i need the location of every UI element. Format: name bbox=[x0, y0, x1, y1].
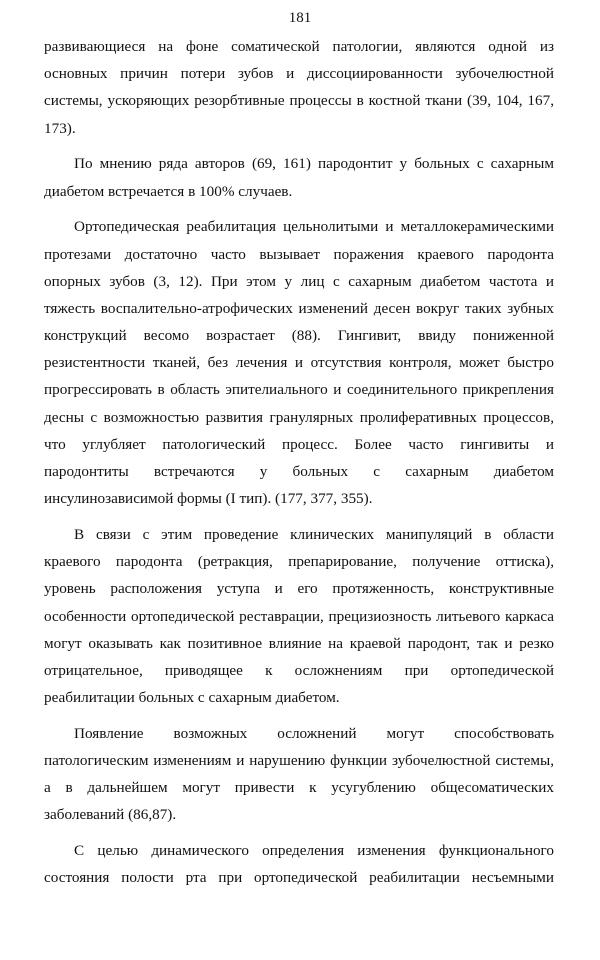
text-line: реабилитации больных с сахарным диабетом. bbox=[44, 689, 340, 707]
text-line: особенности ортопедической реставрации, прецизиозность литьевого каркаса bbox=[44, 607, 554, 625]
text-line: развивающиеся на фоне соматической патологии, являются одной из bbox=[44, 38, 554, 55]
paragraph bbox=[44, 521, 554, 711]
body-text bbox=[44, 33, 554, 892]
text-line: основных причин потери зубов и диссоциированности зубочелюстной bbox=[44, 65, 554, 83]
text-line: а в дальнейшем могут привести к усугублению общесоматических bbox=[44, 779, 554, 797]
text-line: краевого пародонта (ретракция, препарирование, получение оттиска), bbox=[44, 553, 554, 571]
text-line: могут оказывать как позитивное влияние на краевой пародонт, так и резко bbox=[44, 634, 554, 652]
paragraph bbox=[44, 33, 554, 142]
text-line: протезами достаточно часто вызывает поражения краевого пародонта bbox=[44, 245, 554, 263]
text-line: опорных зубов (3, 12). При этом у лиц с сахарным диабетом частота и bbox=[44, 272, 554, 290]
paragraph-gap bbox=[44, 205, 554, 214]
paragraph-gap bbox=[44, 142, 554, 151]
text-line: конструкций весомо возрастает (88). Гингивит, ввиду пониженной bbox=[44, 327, 554, 345]
text-line: системы, ускоряющих резорбтивные процессы в костной ткани (39, 104, 167, bbox=[44, 92, 554, 110]
paragraph-gap bbox=[44, 711, 554, 720]
text-line: тяжесть воспалительно-атрофических изменений десен вокруг таких зубных bbox=[44, 299, 554, 317]
text-line: десны с возможностью развития гранулярных пролиферативных процессов, bbox=[44, 408, 554, 426]
text-line: прогрессировать в область эпителиального и соединительного прикрепления bbox=[44, 381, 554, 399]
text-line: уровень расположения уступа и его протяженность, конструктивные bbox=[44, 580, 554, 598]
text-line: Появление возможных осложнений могут способствовать bbox=[74, 724, 554, 742]
paragraph bbox=[44, 720, 554, 829]
text-line: диабетом встречается в 100% случаев. bbox=[44, 182, 293, 200]
text-line: пародонтиты встречаются у больных с сахарным диабетом bbox=[44, 463, 554, 480]
text-line: 173). bbox=[44, 119, 76, 137]
text-line: резистентности тканей, без лечения и отсутствия контроля, может быстро bbox=[44, 354, 554, 372]
paragraph-gap bbox=[44, 829, 554, 838]
text-line: что углубляет патологический процесс. Более часто гингивиты и bbox=[44, 435, 554, 453]
text-line: С целью динамического определения изменения функционального bbox=[74, 842, 554, 860]
text-line: инсулинозависимой формы (I тип). (177, 377, 355). bbox=[44, 490, 373, 508]
text-line: патологическим изменениям и нарушению функции зубочелюстной системы, bbox=[44, 752, 554, 770]
paragraph bbox=[44, 213, 554, 512]
text-line: По мнению ряда авторов (69, 161) пародонтит у больных с сахарным bbox=[74, 155, 554, 173]
text-line: состояния полости рта при ортопедической реабилитации несъемными bbox=[44, 869, 554, 887]
text-line: Ортопедическая реабилитация цельнолитыми и металлокерамическими bbox=[74, 218, 554, 236]
paragraph bbox=[44, 837, 554, 891]
text-line: заболеваний (86,87). bbox=[44, 806, 177, 824]
paragraph bbox=[44, 150, 554, 204]
paragraph-gap bbox=[44, 512, 554, 521]
text-line: отрицательное, приводящее к осложнениям при ортопедической bbox=[44, 661, 554, 679]
page-number: 181 bbox=[288, 10, 312, 26]
text-line: В связи с этим проведение клинических манипуляций в области bbox=[74, 525, 554, 543]
